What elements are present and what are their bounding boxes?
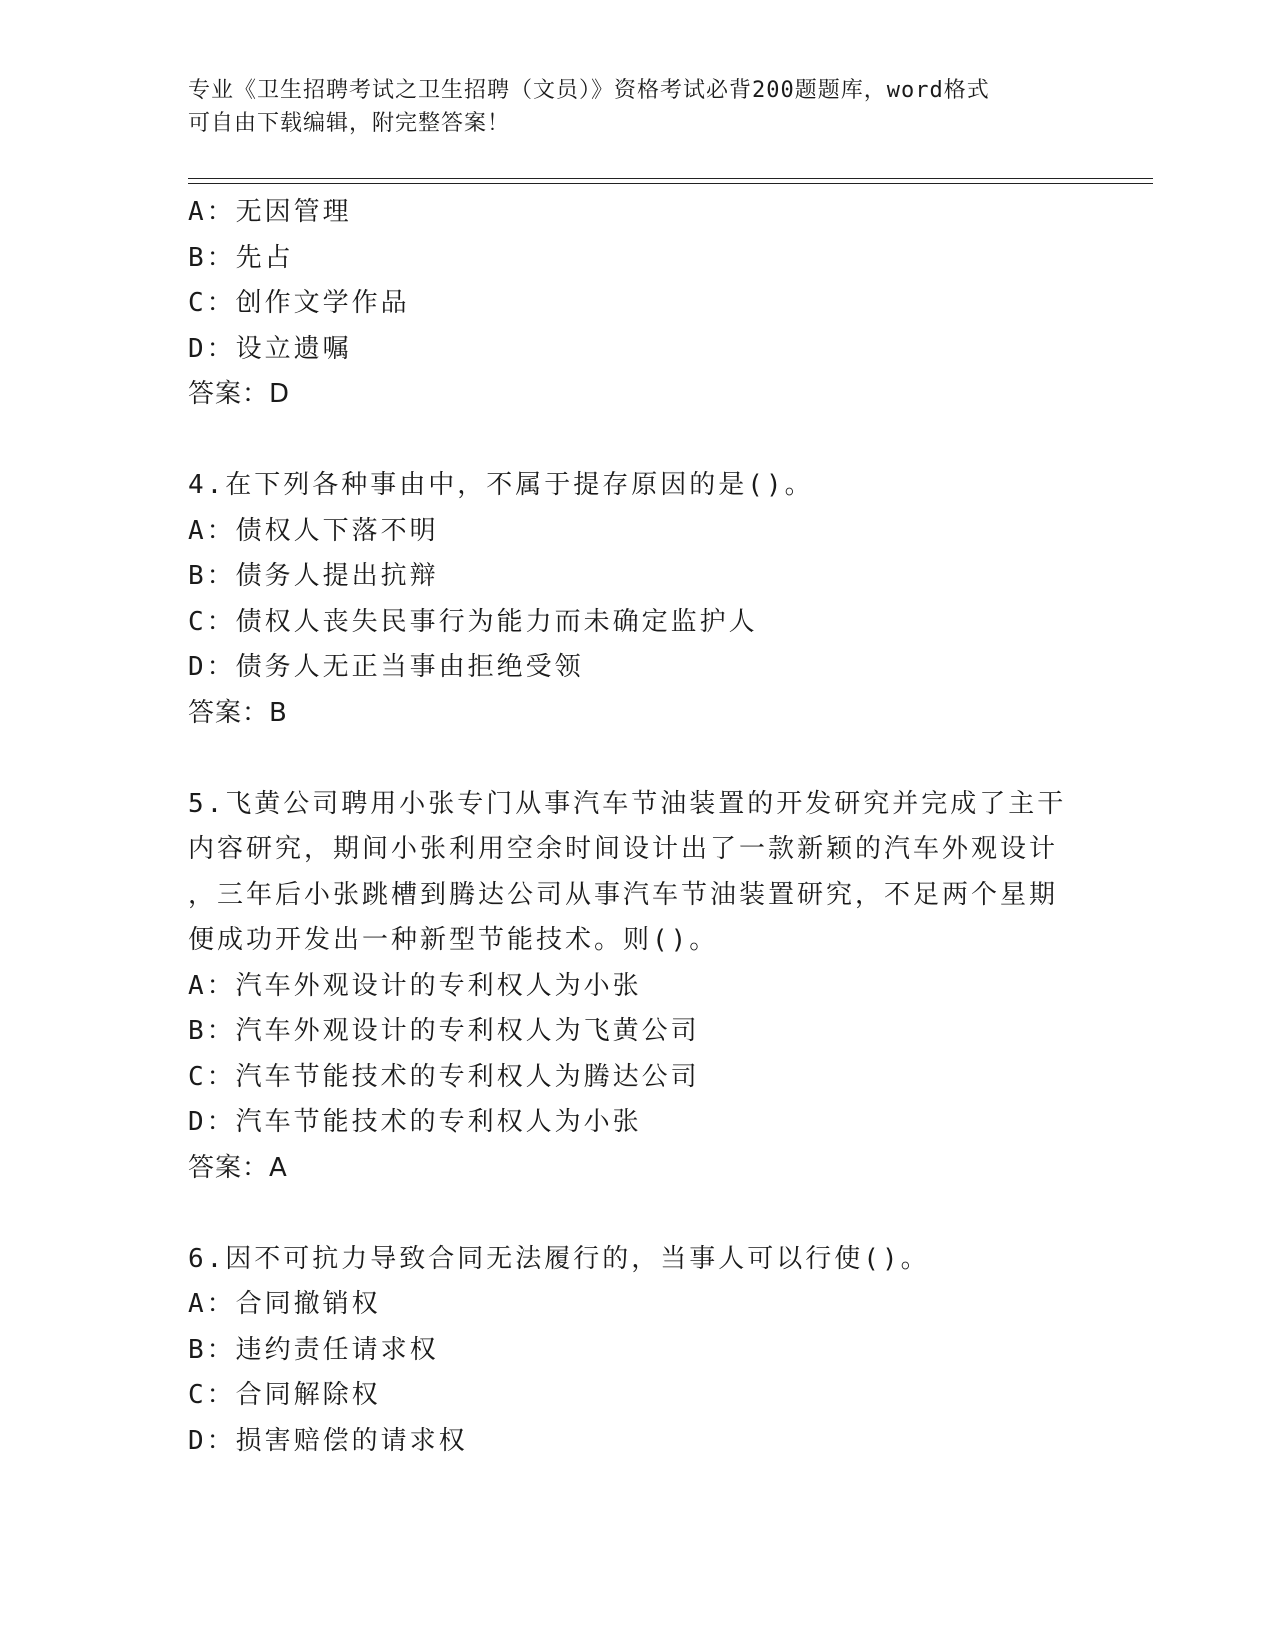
option-d: D：债务人无正当事由拒绝受领 bbox=[188, 652, 584, 682]
option-b: B：先占 bbox=[188, 242, 294, 273]
option-a: A：汽车外观设计的专利权人为小张 bbox=[188, 970, 642, 1001]
question-stem-line-1: 5.飞黄公司聘用小张专门从事汽车节油装置的开发研究并完成了主干 bbox=[188, 788, 1067, 819]
header-rule-top bbox=[188, 178, 1153, 179]
option-b: B：违约责任请求权 bbox=[188, 1334, 439, 1365]
answer-text: 答案：B bbox=[188, 697, 288, 728]
answer-text: 答案：D bbox=[188, 379, 291, 409]
answer-text: 答案：A bbox=[188, 1152, 288, 1183]
question-stem-line-3: ，三年后小张跳槽到腾达公司从事汽车节油装置研究，不足两个星期 bbox=[188, 879, 1059, 910]
header-title-line-2: 可自由下载编辑，附完整答案！ bbox=[188, 111, 511, 136]
option-d: D：汽车节能技术的专利权人为小张 bbox=[188, 1107, 642, 1137]
question-spacer bbox=[188, 736, 1068, 782]
question-stem-line-2: 内容研究，期间小张利用空余时间设计出了一款新颖的汽车外观设计 bbox=[188, 834, 1059, 864]
question-spacer bbox=[188, 1191, 1068, 1237]
question-stem-line-4: 便成功开发出一种新型节能技术。则()。 bbox=[188, 925, 719, 955]
question-stem: 4.在下列各种事由中，不属于提存原因的是()。 bbox=[188, 470, 814, 500]
question-stem: 6.因不可抗力导致合同无法履行的，当事人可以行使()。 bbox=[188, 1243, 930, 1274]
option-c: C：创作文学作品 bbox=[188, 288, 410, 318]
option-b: B：汽车外观设计的专利权人为飞黄公司 bbox=[188, 1016, 700, 1046]
option-a: A：债权人下落不明 bbox=[188, 515, 439, 546]
option-b: B：债务人提出抗辩 bbox=[188, 561, 439, 591]
question-list bbox=[188, 190, 1068, 1464]
question-spacer bbox=[188, 418, 1068, 464]
option-a: A：无因管理 bbox=[188, 197, 352, 227]
question-6 bbox=[188, 1237, 1068, 1465]
option-d: D：设立遗嘱 bbox=[188, 333, 352, 364]
page-header bbox=[188, 74, 1088, 140]
header-rule-bottom bbox=[188, 183, 1153, 184]
question-3 bbox=[188, 190, 1068, 418]
option-c: C：债权人丧失民事行为能力而未确定监护人 bbox=[188, 606, 758, 637]
option-c: C：合同解除权 bbox=[188, 1380, 381, 1410]
option-d: D：损害赔偿的请求权 bbox=[188, 1425, 468, 1456]
question-5 bbox=[188, 782, 1068, 1192]
question-4 bbox=[188, 463, 1068, 736]
option-c: C：汽车节能技术的专利权人为腾达公司 bbox=[188, 1061, 700, 1092]
header-title-line-1: 专业《卫生招聘考试之卫生招聘（文员）》资格考试必背200题题库，word格式 bbox=[188, 78, 990, 103]
option-a: A：合同撤销权 bbox=[188, 1289, 381, 1319]
